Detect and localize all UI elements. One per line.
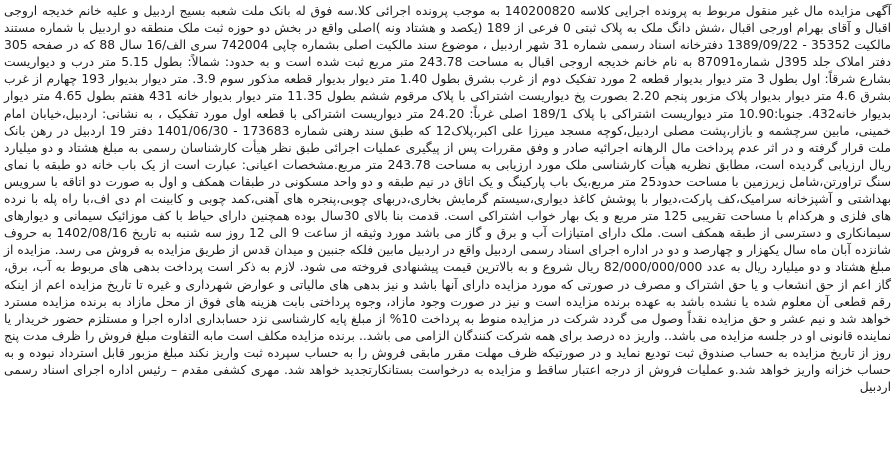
auction-notice xyxy=(4,0,891,451)
auction-notice-text: آگهی مزایده مال غیر منقول مربوط به پرونده اجرایی کلاسه 140200820 به موجب پرونده اجرائی کلا.سه فوق له بانک ملت شعبه بسیج اردبیل و علیه خانم خدیجه اروجی اقبال و آقای بهرام اورجی اقبال ،شش دانگ ملک به پلاک ثبتی 0 فرعی از 189 (یکصد و هشتاد ونه )اصلی واقع در بخش دو حوزه ثبت ملک منطقه دو اردبیل با شماره مستند مالکیت 35352 - 1389/09/22 دفترخانه اسناد رسمی شماره 31 شهر اردبیل ، موضوع سند مالکیت اصلی بشماره چاپی 742004 سری الف/16 سال 88 که در صفحه 305 دفتر املاک جلد 395ل شماره87091 به نام خانم خدیجه اروجی اقبال به مساحت 243.78 متر مربع ثبت شده است و به حدود: شمالاً: بطول 5.15 متر درب و دیواریست بشارع شرقاً: اول بطول 3 متر دیوار بدیوار قطعه 2 مورد تفکیک دوم از غرب بشرق بطول 1.40 متر دیوار بدیوار قطعه مذکور سوم 3.9. متر دیوار بدیوار 193 چهارم از غرب بشرق 4.6 متر دیوار بدیوار پلاک مزبور پنجم 2.20 بصورت پخ دیواریست اشتراکی با پلاک مرقوم ششم بطول 11.35 متر دیوار بدیوار خانه 431 هفتم بطول 4.65 متر دیوار بدیوار خانه432. جنوبا:10.90 متر دیواریست اشتراکی با پلاک 189/1 اصلی غرباً: 24.20 متر دیواریست اشتراکی با قطعه اول مورد تفکیک ، به نشانی: اردبیل،خیابان امام خمینی، مابین سرچشمه و بازار،پشت مصلی اردبیل،کوچه مسجد میرزا علی اکبر،پلاک12 که طبق سند رهنی شماره 173683 - 1401/06/30 دفتر 19 اردبیل در رهن بانک ملت قرار گرفته و در اثر عدم پرداخت مال الرهانه اجرائیه صادر و وفق مقررات پس از پیگیری عملیات اجرائی طبق نظر هیأت کارشناسان رسمی به مبلغ هشتاد و دو میلیارد ریال ارزیابی گردیده است، مطابق نظریه هیأت کارشناسی ملک مورد ارزیابی به مساحت 243.78 متر مربع.مشخصات اعیانی: عبارت است از یک باب خانه دو طبقه با نمای سنگ تراورتن،شامل زیرزمین با مساحت حدود25 متر مربع،یک باب پارکینگ و یک اتاق در نیم طبقه و دو واحد مسکونی در طبقات همکف و اول به صورت دو اتاقه با سرویس بهداشتی و آشپزخانه سرامیک،کف پارکت،دیوار با پوشش کاغذ دیواری،سیستم گرمایش بخاری،دربهای چوبی،پنجره های آهنی،کمد چوبی و کابینت ام دی اف،با راه پله با نرده های فلزی و هرکدام با مساحت تقریبی 125 متر مربع و یک بهار خواب اشتراکی است. قدمت بنا بالای 30سال بوده همچنین دارای حیاط با کف موزائیک سیمانی و دیوارهای سیمانکاری و دسترسی از طبقه همکف است. ملک دارای امتیازات آب و برق و گاز می باشد مورد وثیقه از ساعت 9 الی 12 روز سه شنبه به تاریخ 1402/08/16 به حروف شانزده آبان ماه سال یکهزار و چهارصد و دو در اداره اجرای اسناد رسمی اردبیل واقع در اردبیل مابین فلکه جنبین و میدان قدس از طریق مزایده به فروش می رسد. مزایده از مبلغ هشتاد و دو میلیارد ریال به عدد 82/000/000/000 ریال شروع و به بالاترین قیمت پیشنهادی فروخته می شود. لازم به ذکر است پرداخت بدهی های مربوط به آب، برق، گاز اعم از حق انشعاب و یا حق اشتراک و مصرف در صورتی که مورد مزایده دارای آنها باشد و نیز بدهی های مالیاتی و عوارض شهرداری و غیره تا تاریخ مزایده اعم از اینکه رقم قطعی آن معلوم شده یا نشده باشد به عهده برنده مزایده است و نیز در صورت وجود مازاد، وجوه پرداختی بابت هزینه های فوق از محل مازاد به برنده مزایده مسترد خواهد شد و نیم عشر و حق مزایده نقداً وصول می گردد شرکت در مزایده منوط به پرداخت 10% از مبلغ پایه کارشناسی نزد حسابداری اداره اجرا و مستلزم حضور خریدار یا نماینده قانونی او در جلسه مزایده می باشد.. واریز ده درصد برای همه شرکت کنندگان الزامی می باشد.. برنده مزایده مکلف است مابه التفاوت مبلغ فروش را ظرف مدت پنج روز از تاریخ مزایده به حساب صندوق ثبت تودیع نماید و در صورتیکه ظرف مهلت مقرر مابقی فروش را به حساب سپرده ثبت واریز نکند مبلغ مزبور قابل استرداد نبوده و به حساب خزانه واریز خواهد شد.و عملیات فروش از درجه اعتبار ساقط و مزایده به درخواست بستانکارتجدید خواهد شد. مهری کشفی مقدم – رئیس اداره اجرای اسناد رسمی اردبیل xyxy=(4,4,892,395)
